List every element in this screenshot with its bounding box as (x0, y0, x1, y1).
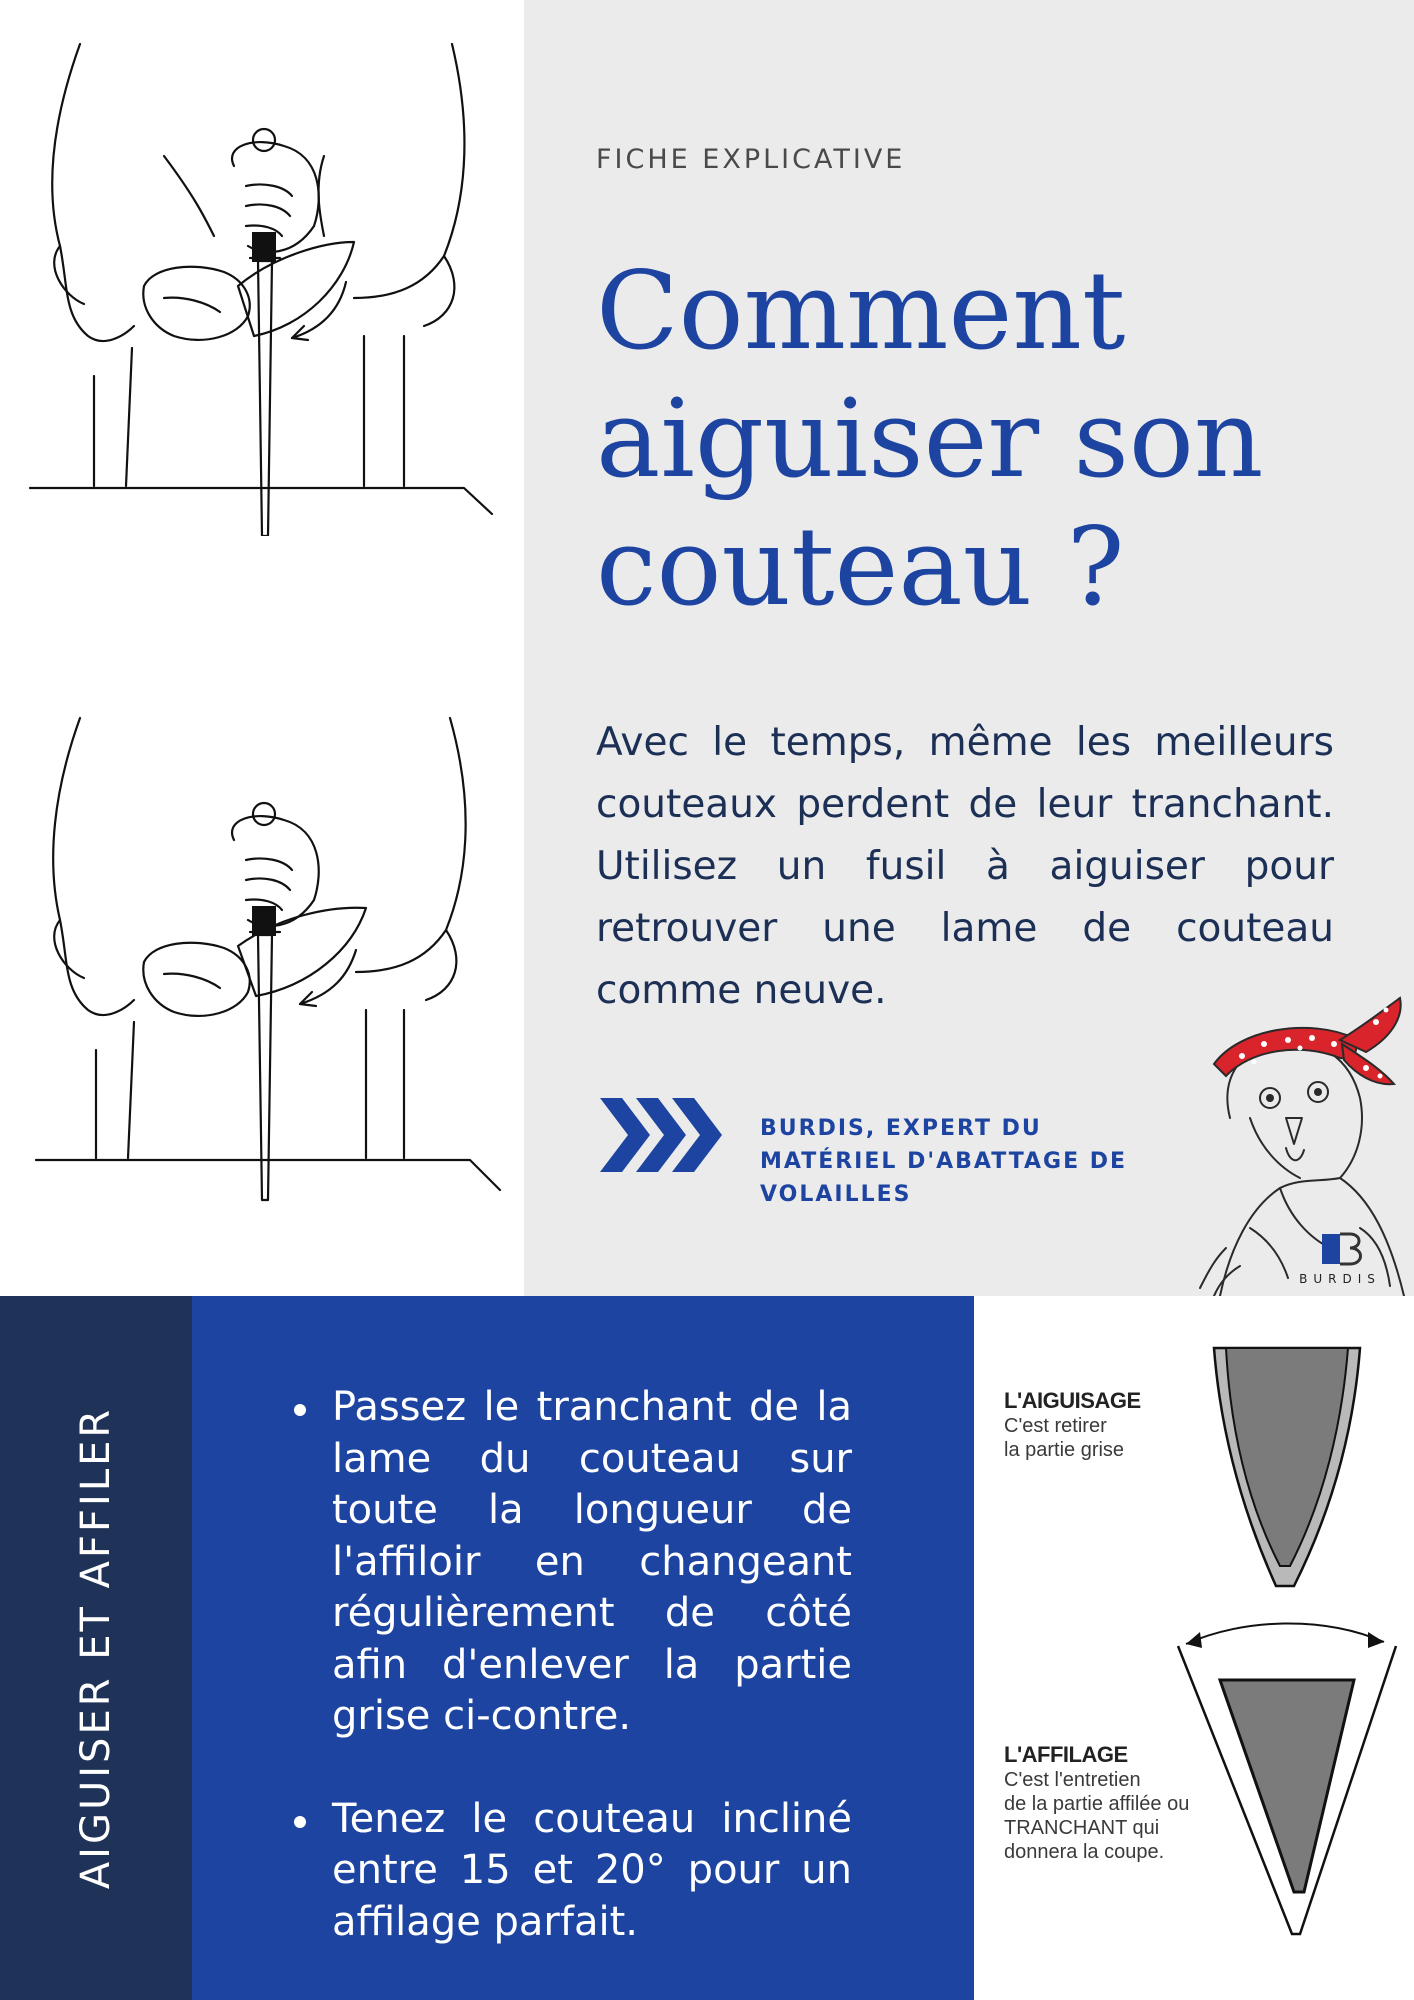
burdis-logo-mark (1270, 1228, 1410, 1272)
page-title: Comment aiguiser son couteau ? (596, 249, 1264, 630)
intro-paragraph: Avec le temps, même les meilleurs couteaux perdent de leur tranchant. Utilisez un fusil à aiguiser pour retrouver une lame de couteau comme neuve. (596, 720, 1334, 1013)
bullet-dot-icon (294, 1404, 306, 1416)
affilage-label (1004, 1742, 1189, 1864)
list-item-text: Tenez le couteau incliné entre 15 et 20° pour un affilage parfait. (332, 1795, 852, 1945)
list-item (290, 1794, 852, 1949)
bullet-dot-icon (294, 1816, 306, 1828)
eyebrow-label: FICHE EXPLICATIVE (596, 144, 906, 175)
instruction-list (290, 1382, 852, 1999)
affilage-line-1: C'est l'entretien (1004, 1769, 1141, 1791)
triple-chevron-right-icon (600, 1096, 722, 1174)
aiguisage-title: L'AIGUISAGE (1004, 1388, 1141, 1413)
knife-sharpening-illustration-1 (24, 36, 504, 536)
aiguisage-line-2: la partie grise (1004, 1439, 1125, 1461)
aiguisage-line-1: C'est retirer (1004, 1415, 1107, 1437)
affilage-title: L'AFFILAGE (1004, 1742, 1128, 1767)
affilage-line-2: de la partie affilée ou (1004, 1793, 1190, 1815)
affilage-line-3: TRANCHANT qui (1004, 1817, 1160, 1839)
illustration-column (0, 0, 524, 1296)
logo-text: BURDIS (1299, 1272, 1381, 1286)
blade-diagram-panel (974, 1296, 1414, 2000)
burdis-logo (1270, 1228, 1410, 1288)
affilage-line-4: donnera la coupe. (1004, 1841, 1165, 1863)
tagline: BURDIS, EXPERT DU MATÉRIEL D'ABATTAGE DE VOLAILLES (760, 1116, 1128, 1207)
knife-sharpening-illustration-2 (30, 710, 510, 1210)
list-item (290, 1382, 852, 1743)
list-item-text: Passez le tranchant de la lame du couteau sur toute la longueur de l'affiloir en changeant régulièrement de côté afin d'enlever la partie grise ci-contre. (332, 1384, 852, 1739)
aiguisage-label (1004, 1388, 1141, 1462)
section-side-label: AIGUISER ET AFFILER (73, 1406, 119, 1890)
